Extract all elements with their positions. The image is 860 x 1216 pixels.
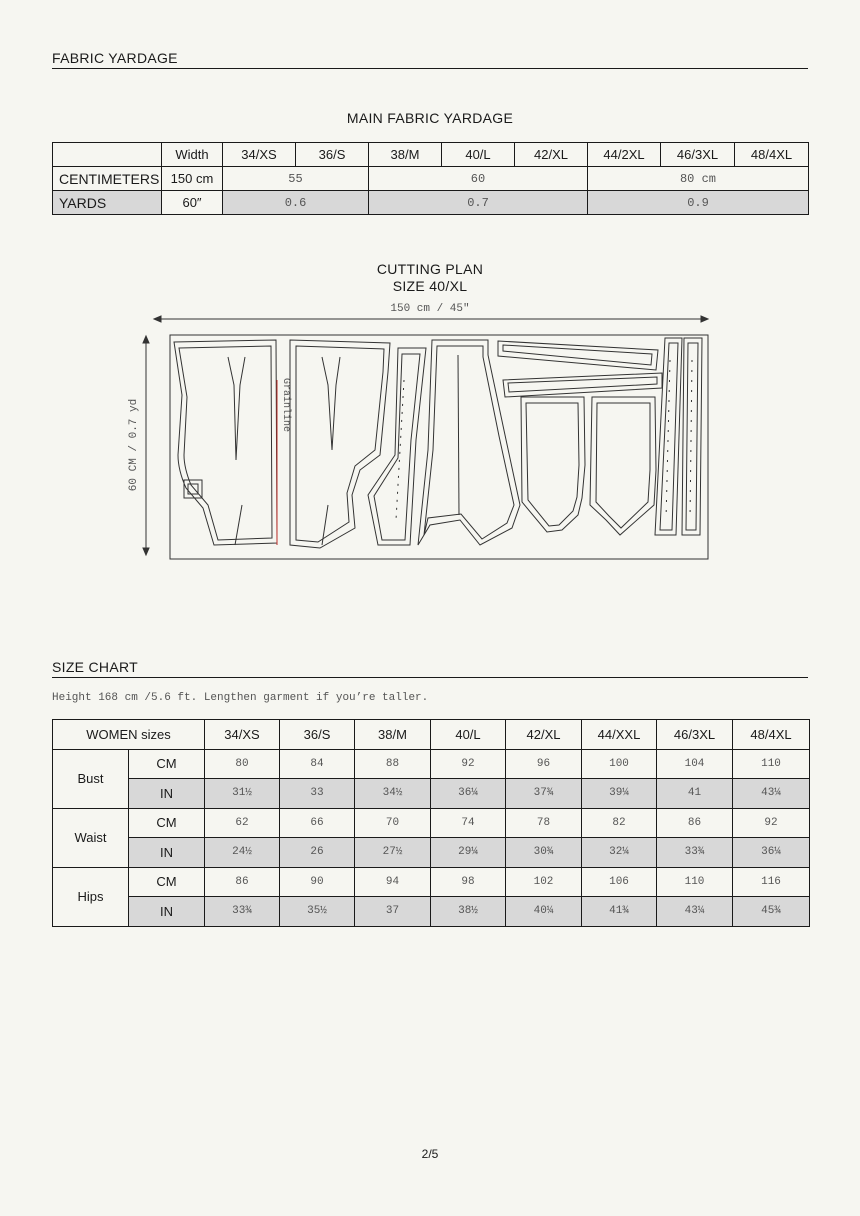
cm-row-width: 150 cm bbox=[162, 167, 223, 191]
value-cell: 100 bbox=[582, 749, 657, 779]
unit-label: CM bbox=[129, 749, 205, 779]
value-cell: 33¾ bbox=[657, 838, 733, 868]
pattern-piece-back bbox=[290, 340, 390, 548]
value-cell: 82 bbox=[582, 808, 657, 838]
bust-in-row bbox=[53, 779, 810, 809]
value-cell: 66 bbox=[280, 808, 355, 838]
waist-cm-row bbox=[53, 808, 810, 838]
measurement-name: Bust bbox=[53, 749, 129, 808]
measurement-name: Waist bbox=[53, 808, 129, 867]
yardage-header-cell: 40/L bbox=[442, 143, 515, 167]
size-header-cell: 38/M bbox=[355, 720, 431, 750]
pattern-piece-lower-right bbox=[590, 397, 656, 535]
yardage-header-cell: 42/XL bbox=[515, 143, 588, 167]
pattern-piece-waistband-1 bbox=[498, 341, 658, 370]
size-chart-heading: SIZE CHART bbox=[52, 659, 808, 678]
value-cell: 40¼ bbox=[506, 897, 582, 927]
yd-row-label: YARDS bbox=[53, 191, 162, 215]
size-header-cell: 48/4XL bbox=[733, 720, 810, 750]
width-dimension-arrow bbox=[154, 316, 708, 322]
value-cell: 110 bbox=[733, 749, 810, 779]
page-number: 2/5 bbox=[421, 1147, 439, 1161]
cutting-plan-size: SIZE 40/XL bbox=[392, 278, 468, 294]
value-cell: 92 bbox=[431, 749, 506, 779]
yd-group-value: 0.7 bbox=[369, 191, 588, 215]
value-cell: 104 bbox=[657, 749, 733, 779]
fabric-outline bbox=[170, 335, 708, 559]
pattern-piece-strip-1 bbox=[655, 338, 682, 535]
pattern-piece-strip-2 bbox=[682, 338, 702, 535]
unit-label: IN bbox=[129, 779, 205, 809]
measurement-name: Hips bbox=[53, 867, 129, 926]
cm-group-value: 60 bbox=[369, 167, 588, 191]
value-cell: 37 bbox=[355, 897, 431, 927]
value-cell: 90 bbox=[280, 867, 355, 897]
value-cell: 36¼ bbox=[733, 838, 810, 868]
value-cell: 86 bbox=[657, 808, 733, 838]
value-cell: 45¾ bbox=[733, 897, 810, 927]
cutting-plan-title bbox=[52, 261, 808, 295]
cm-group-value: 55 bbox=[223, 167, 369, 191]
value-cell: 27½ bbox=[355, 838, 431, 868]
yardage-header-cell: 34/XS bbox=[223, 143, 296, 167]
value-cell: 92 bbox=[733, 808, 810, 838]
value-cell: 37¾ bbox=[506, 779, 582, 809]
size-header-cell: 34/XS bbox=[205, 720, 280, 750]
pattern-piece-pant bbox=[418, 340, 520, 545]
unit-label: IN bbox=[129, 838, 205, 868]
cm-row-label: CENTIMETERS bbox=[53, 167, 162, 191]
value-cell: 62 bbox=[205, 808, 280, 838]
value-cell: 110 bbox=[657, 867, 733, 897]
value-cell: 24½ bbox=[205, 838, 280, 868]
bust-cm-row bbox=[53, 749, 810, 779]
value-cell: 106 bbox=[582, 867, 657, 897]
value-cell: 96 bbox=[506, 749, 582, 779]
value-cell: 38½ bbox=[431, 897, 506, 927]
value-cell: 29¼ bbox=[431, 838, 506, 868]
value-cell: 74 bbox=[431, 808, 506, 838]
yd-group-value: 0.9 bbox=[588, 191, 809, 215]
yardage-header-row bbox=[53, 143, 809, 167]
value-cell: 33¾ bbox=[205, 897, 280, 927]
unit-label: CM bbox=[129, 867, 205, 897]
cutting-plan-title-line1: CUTTING PLAN bbox=[376, 261, 484, 277]
yd-group-value: 0.6 bbox=[223, 191, 369, 215]
size-header-cell: 44/XXL bbox=[582, 720, 657, 750]
value-cell: 35½ bbox=[280, 897, 355, 927]
height-dimension-arrow bbox=[143, 336, 149, 555]
yardage-table bbox=[52, 142, 809, 215]
value-cell: 31½ bbox=[205, 779, 280, 809]
value-cell: 43¼ bbox=[657, 897, 733, 927]
unit-label: CM bbox=[129, 808, 205, 838]
size-header-row bbox=[53, 720, 810, 750]
cutting-plan-diagram bbox=[0, 300, 860, 600]
pattern-piece-side bbox=[368, 348, 426, 545]
pattern-piece-front bbox=[174, 340, 277, 545]
value-cell: 30¾ bbox=[506, 838, 582, 868]
value-cell: 98 bbox=[431, 867, 506, 897]
value-cell: 88 bbox=[355, 749, 431, 779]
value-cell: 43¼ bbox=[733, 779, 810, 809]
size-chart-note: Height 168 cm /5.6 ft. Lengthen garment if you’re taller. bbox=[52, 692, 429, 704]
value-cell: 26 bbox=[280, 838, 355, 868]
value-cell: 86 bbox=[205, 867, 280, 897]
size-header-cell: 36/S bbox=[280, 720, 355, 750]
yardage-header-cell: 46/3XL bbox=[661, 143, 735, 167]
yardage-cm-row bbox=[53, 167, 809, 191]
yardage-corner-cell bbox=[53, 143, 162, 167]
yardage-header-cell: 36/S bbox=[296, 143, 369, 167]
yardage-header-cell: 38/M bbox=[369, 143, 442, 167]
main-yardage-title: MAIN FABRIC YARDAGE bbox=[346, 110, 514, 126]
hips-cm-row bbox=[53, 867, 810, 897]
cm-group-value: 80 cm bbox=[588, 167, 809, 191]
value-cell: 116 bbox=[733, 867, 810, 897]
yardage-yd-row bbox=[53, 191, 809, 215]
yd-row-width: 60″ bbox=[162, 191, 223, 215]
women-sizes-label: WOMEN sizes bbox=[53, 720, 205, 750]
value-cell: 78 bbox=[506, 808, 582, 838]
size-header-cell: 42/XL bbox=[506, 720, 582, 750]
waist-in-row bbox=[53, 838, 810, 868]
value-cell: 34½ bbox=[355, 779, 431, 809]
pattern-piece-waistband-2 bbox=[503, 373, 662, 397]
value-cell: 94 bbox=[355, 867, 431, 897]
value-cell: 41¾ bbox=[582, 897, 657, 927]
yardage-header-cell: Width bbox=[162, 143, 223, 167]
value-cell: 41 bbox=[657, 779, 733, 809]
value-cell: 80 bbox=[205, 749, 280, 779]
grainline-label: Grainline bbox=[280, 378, 291, 433]
yardage-header-cell: 48/4XL bbox=[735, 143, 809, 167]
value-cell: 36¼ bbox=[431, 779, 506, 809]
fabric-yardage-heading: FABRIC YARDAGE bbox=[52, 50, 808, 69]
unit-label: IN bbox=[129, 897, 205, 927]
value-cell: 33 bbox=[280, 779, 355, 809]
pattern-piece-lower-left bbox=[521, 397, 585, 532]
value-cell: 70 bbox=[355, 808, 431, 838]
value-cell: 32¼ bbox=[582, 838, 657, 868]
fabric-width-label: 150 cm / 45″ bbox=[390, 303, 470, 315]
size-chart-table bbox=[52, 719, 810, 927]
value-cell: 84 bbox=[280, 749, 355, 779]
yardage-header-cell: 44/2XL bbox=[588, 143, 661, 167]
value-cell: 102 bbox=[506, 867, 582, 897]
size-header-cell: 46/3XL bbox=[657, 720, 733, 750]
value-cell: 39¼ bbox=[582, 779, 657, 809]
size-header-cell: 40/L bbox=[431, 720, 506, 750]
fabric-height-label: 60 CM / 0.7 yd bbox=[128, 398, 140, 492]
hips-in-row bbox=[53, 897, 810, 927]
